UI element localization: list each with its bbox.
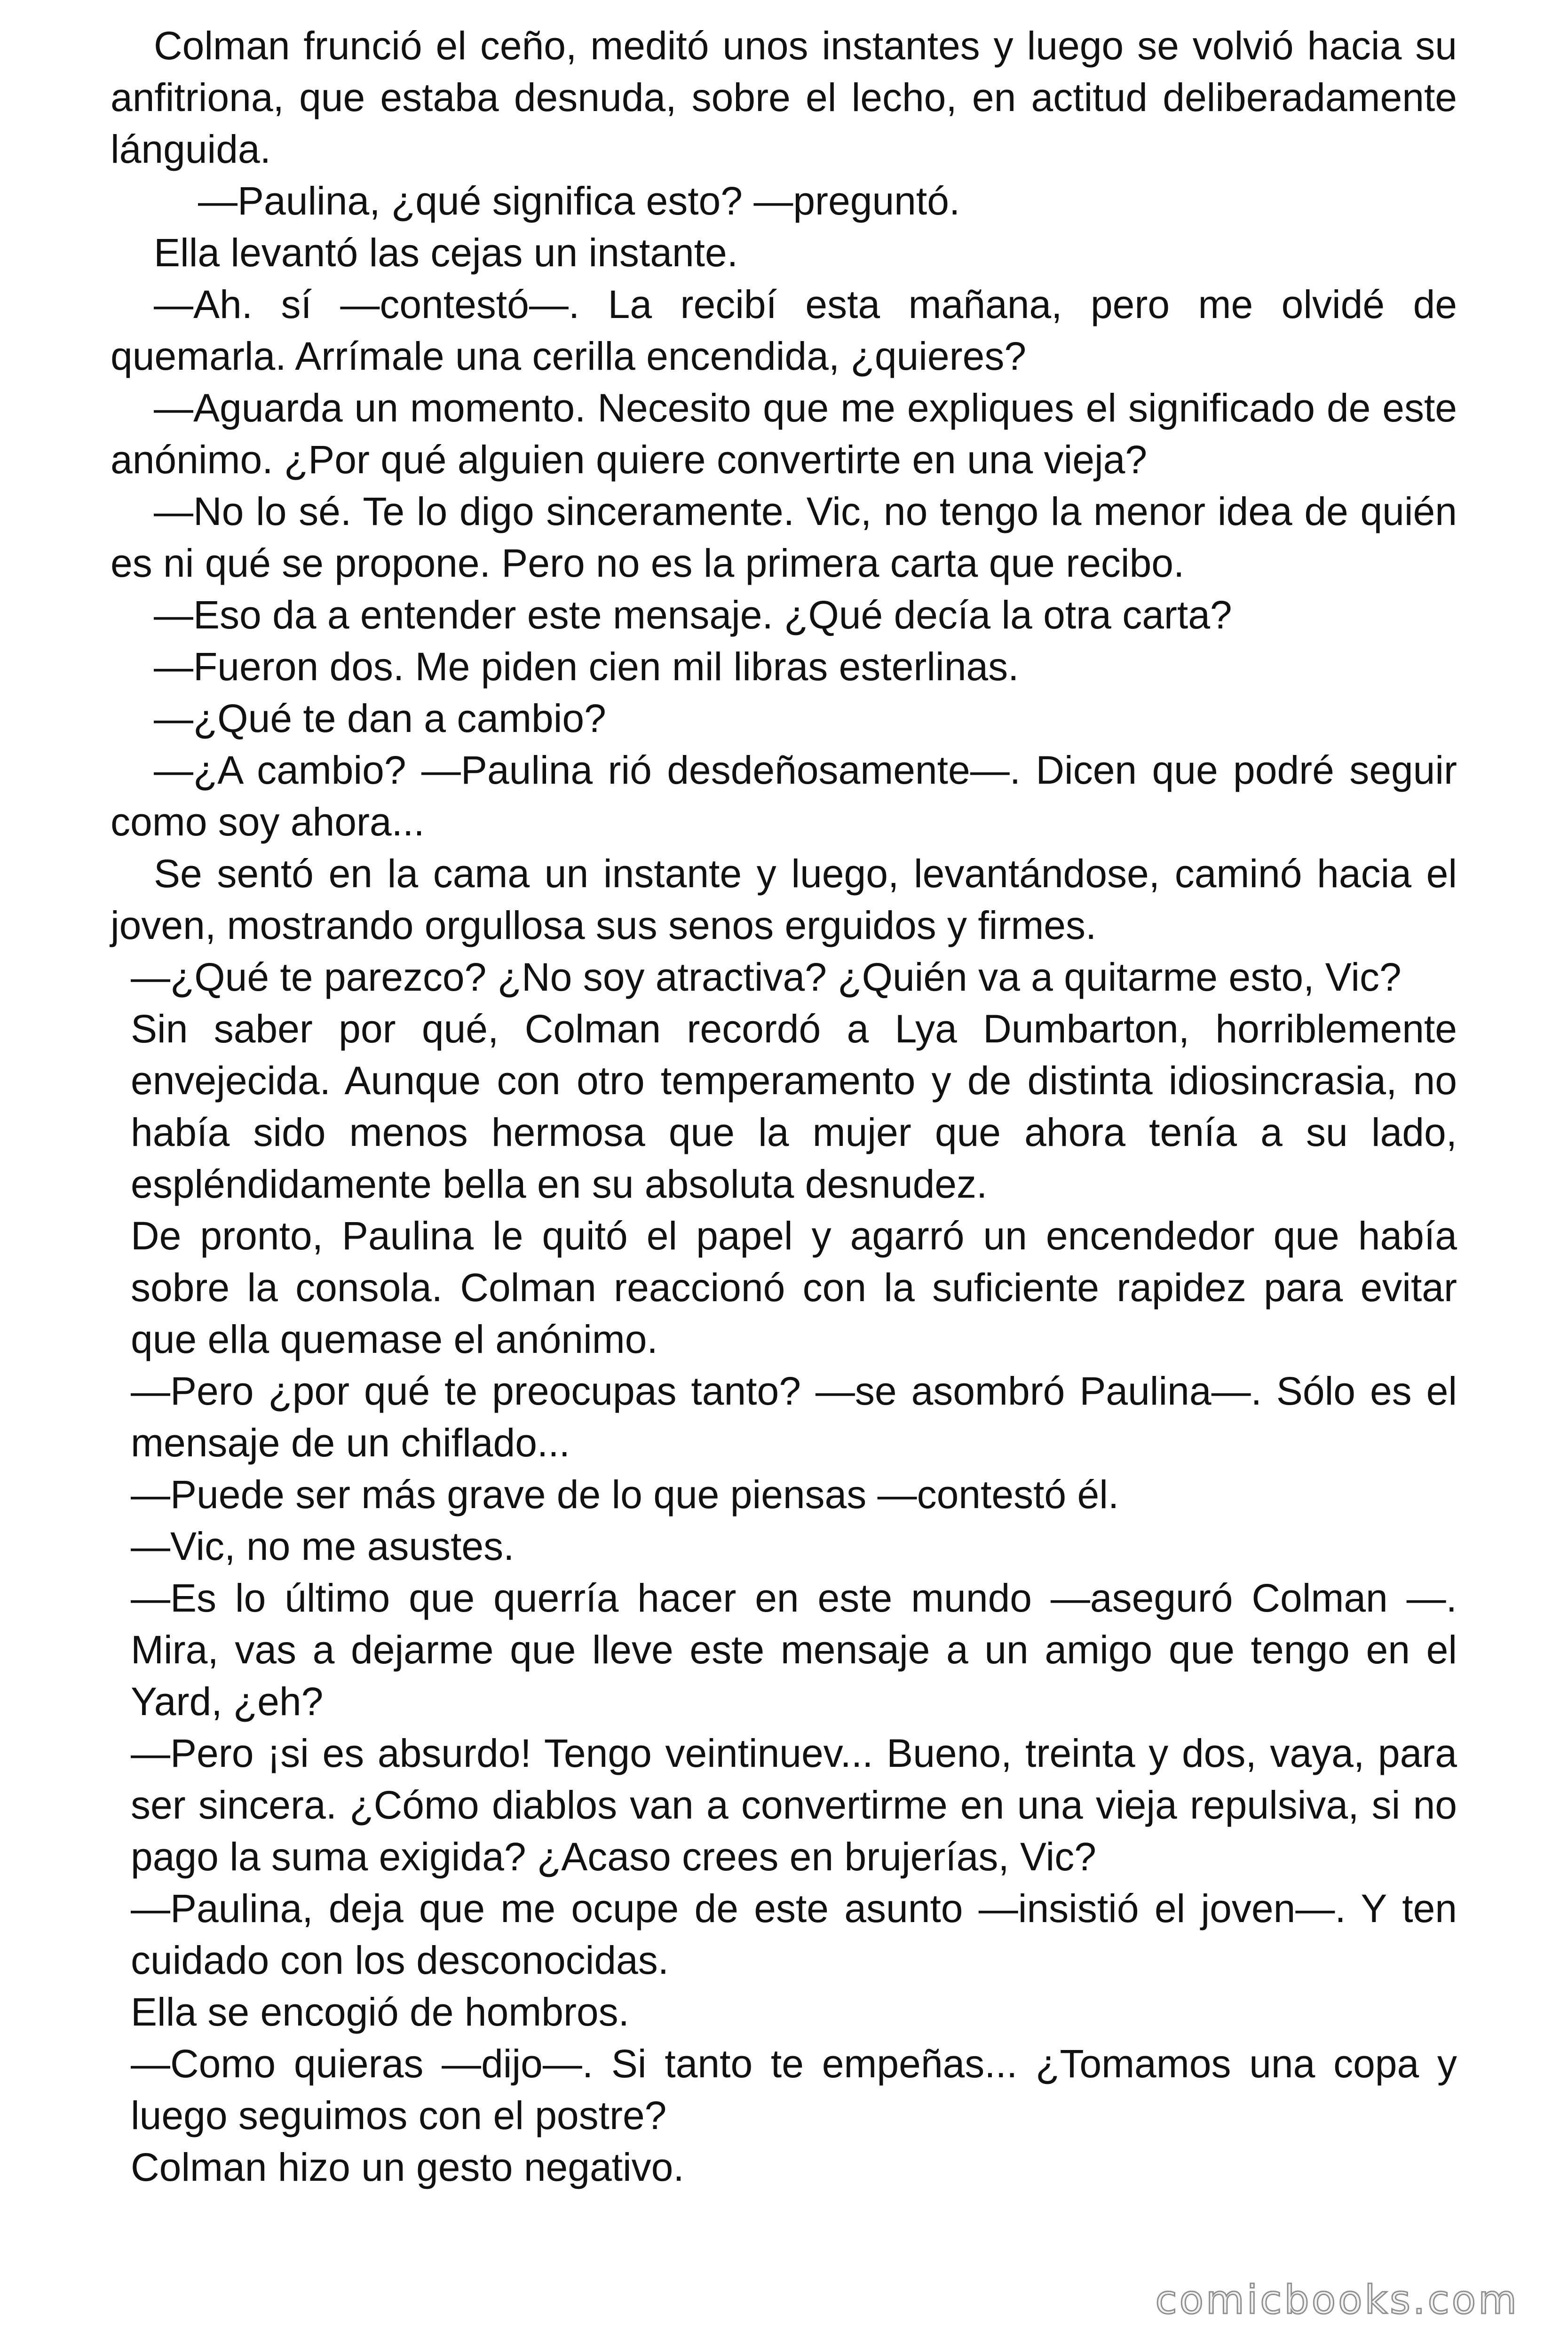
paragraph: Se sentó en la cama un instante y luego, levantándose, caminó hacia el joven, mostrando orgullosa sus senos erguidos y firmes. (111, 851, 1457, 947)
paragraph: —Eso da a entender este mensaje. ¿Qué decía la otra carta? (154, 593, 1232, 637)
paragraph: Ella se encogió de hombros. (131, 1990, 629, 2034)
paragraph: Ella levantó las cejas un instante. (154, 230, 738, 275)
paragraph: —Pero ¡si es absurdo! Tengo veintinuev... Bueno, treinta y dos, vaya, para ser sincera. ¿Cómo diablos van a convertirme en una vieja repulsiva, si no pago la suma exigida? ¿Acaso crees en brujerías, Vic? (131, 1731, 1457, 1879)
paragraph: —Ah. sí —contestó—. La recibí esta mañana, pero me olvidé de quemarla. Arrímale una cerilla encendida, ¿quieres? (111, 282, 1457, 378)
paragraph: —¿Qué te dan a cambio? (154, 696, 606, 740)
paragraph: —Puede ser más grave de lo que piensas —contestó él. (131, 1472, 1119, 1517)
paragraph: —Fueron dos. Me piden cien mil libras esterlinas. (154, 644, 1019, 689)
paragraph: —Pero ¿por qué te preocupas tanto? —se asombró Paulina—. Sólo es el mensaje de un chiflado... (131, 1369, 1457, 1465)
flush-paragraphs (131, 951, 1457, 2193)
indented-paragraphs (111, 20, 1457, 951)
site-watermark: comicbooks.com (1155, 2277, 1519, 2323)
paragraph: —¿Qué te parezco? ¿No soy atractiva? ¿Quién va a quitarme esto, Vic? (131, 955, 1402, 999)
paragraph: —Paulina, deja que me ocupe de este asunto —insistió el joven—. Y ten cuidado con los desconocidas. (131, 1886, 1457, 1982)
paragraph: De pronto, Paulina le quitó el papel y agarró un encendedor que había sobre la consola. Colman reaccionó con la suficiente rapidez para evitar que ella quemase el anónimo. (131, 1214, 1457, 1361)
paragraph: Colman hizo un gesto negativo. (131, 2145, 684, 2189)
paragraph: —Es lo último que querría hacer en este mundo —aseguró Colman —. Mira, vas a dejarme que lleve este mensaje a un amigo que tengo en el Yard, ¿eh? (131, 1576, 1457, 1724)
paragraph: Sin saber por qué, Colman recordó a Lya Dumbarton, horriblemente envejecida. Aunque con otro temperamento y de distinta idiosincrasia, no había sido menos hermosa que la mujer que ahora tenía a su lado, espléndidamente bella en su absoluta desnudez. (131, 1007, 1457, 1206)
paragraph: —¿A cambio? —Paulina rió desdeñosamente—. Dicen que podré seguir como soy ahora... (111, 748, 1457, 844)
paragraph: —Como quieras —dijo—. Si tanto te empeñas... ¿Tomamos una copa y luego seguimos con el postre? (131, 2042, 1457, 2137)
paragraph: —Aguarda un momento. Necesito que me expliques el significado de este anónimo. ¿Por qué alguien quiere convertirte en una vieja? (111, 386, 1457, 482)
paragraph: —Vic, no me asustes. (131, 1524, 515, 1568)
paragraph: —Paulina, ¿qué significa esto? —preguntó. (198, 179, 960, 223)
paragraph: —No lo sé. Te lo digo sinceramente. Vic, no tengo la menor idea de quién es ni qué se propone. Pero no es la primera carta que recibo. (111, 489, 1457, 585)
paragraph: Colman frunció el ceño, meditó unos instantes y luego se volvió hacia su anfitriona, que estaba desnuda, sobre el lecho, en actitud deliberadamente lánguida. (111, 24, 1457, 171)
